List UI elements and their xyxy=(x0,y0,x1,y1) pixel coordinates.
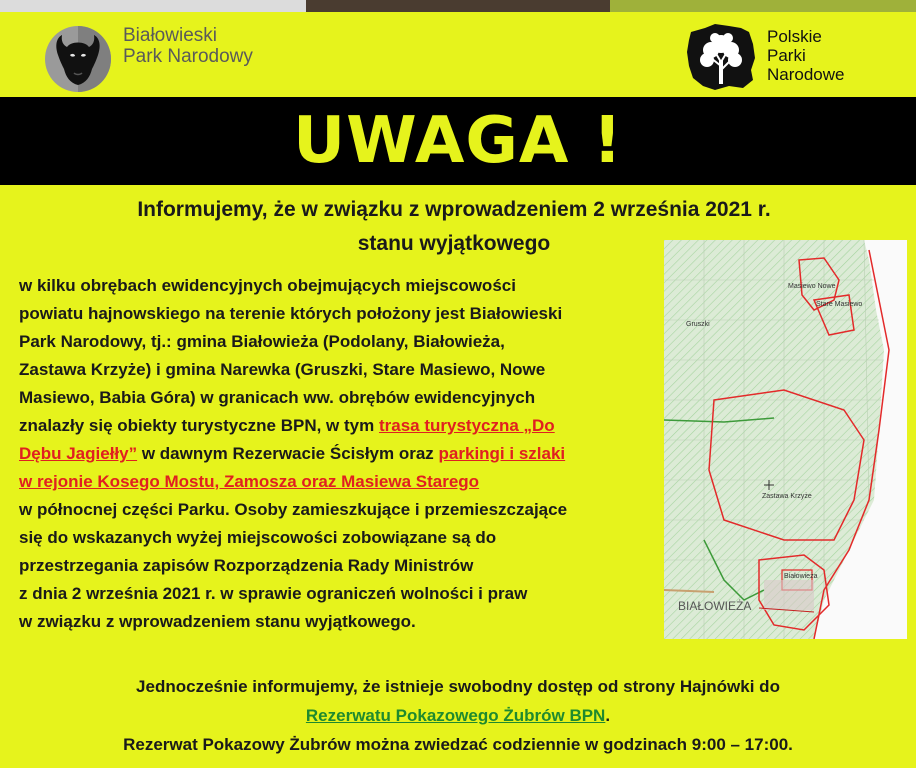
body-line: Masiewo, Babia Góra) w granicach ww. obrębów ewidencyjnych xyxy=(19,388,536,407)
restricted-area-map xyxy=(664,240,907,639)
bison-reserve-link[interactable]: Rezerwatu Pokazowego Żubrów BPN xyxy=(305,706,606,725)
body-line: w kilku obrębach ewidencyjnych obejmujących miejscowości xyxy=(19,276,516,295)
map-label-zastawa: Zastawa Krzyże xyxy=(762,493,812,500)
parking-link-part1[interactable]: parkingi i szlaki xyxy=(438,444,566,463)
intro-line-2: stanu wyjątkowego xyxy=(357,232,551,255)
top-color-bar xyxy=(0,0,916,12)
bpn-name xyxy=(123,25,253,67)
map-label-gruszki: Gruszki xyxy=(686,321,710,328)
trail-link-part1[interactable]: trasa turystyczna „Do xyxy=(378,416,555,435)
body-line: w północnej części Parku. Osoby zamieszkujące i przemieszczające xyxy=(19,500,568,519)
body-line xyxy=(19,468,659,496)
top-bar-segment-brown xyxy=(306,0,610,12)
map-label-masiewo-nowe: Masiewo Nowe xyxy=(788,283,836,290)
bpn-name-line2: Park Narodowy xyxy=(123,46,253,67)
body-line: Zastawa Krzyże) i gmina Narewka (Gruszki, Stare Masiewo, Nowe xyxy=(19,360,546,379)
footer-link-suffix: . xyxy=(605,706,611,725)
body-line: powiatu hajnowskiego na terenie których położony jest Białowieski xyxy=(19,304,563,323)
map-label-bialowieza-big: BIAŁOWIEŻA xyxy=(678,599,752,613)
ppn-name xyxy=(767,27,845,84)
map-label-stare-masiewo: Stare Masiewo xyxy=(816,301,863,308)
ppn-name-line3: Narodowe xyxy=(767,65,845,84)
bison-logo-icon xyxy=(44,25,112,93)
map-label-bialowieza-small: Białowieża xyxy=(784,573,818,580)
body-text-segment: w dawnym Rezerwacie Ścisłym oraz xyxy=(137,444,439,463)
body-line: z dnia 2 września 2021 r. w sprawie ograniczeń wolności i praw xyxy=(19,584,528,603)
body-line: się do wskazanych wyżej miejscowości zobowiązane są do xyxy=(19,528,497,547)
top-bar-segment-green xyxy=(610,0,916,12)
footer-line-2 xyxy=(0,701,916,730)
warning-banner xyxy=(0,97,916,185)
body-line xyxy=(19,412,659,440)
announcement-body xyxy=(19,272,659,636)
bpn-name-line1: Białowieski xyxy=(123,25,217,46)
warning-title: UWAGA ! xyxy=(293,104,623,178)
body-line xyxy=(19,440,659,468)
body-line: przestrzegania zapisów Rozporządzenia Rady Ministrów xyxy=(19,556,474,575)
footer-notice xyxy=(0,672,916,759)
ppn-name-line2: Parki xyxy=(767,46,806,65)
body-line: w związku z wprowadzeniem stanu wyjątkowego. xyxy=(19,612,416,631)
parking-link-part2[interactable]: w rejonie Kosego Mostu, Zamosza oraz Masiewa Starego xyxy=(19,472,480,491)
ppn-name-line1: Polskie xyxy=(767,27,822,46)
body-line: Park Narodowy, tj.: gmina Białowieża (Podolany, Białowieża, xyxy=(19,332,505,351)
footer-line-1: Jednocześnie informujemy, że istnieje swobodny dostęp od strony Hajnówki do xyxy=(136,677,780,696)
trail-link-part2[interactable]: Dębu Jagiełły” xyxy=(19,444,138,463)
poland-tree-logo-icon xyxy=(685,22,757,92)
body-text-segment: znalazły się obiekty turystyczne BPN, w tym xyxy=(19,416,379,435)
footer-line-3: Rezerwat Pokazowy Żubrów można zwiedzać codziennie w godzinach 9:00 – 17:00. xyxy=(123,735,793,754)
top-bar-segment-gray xyxy=(0,0,306,12)
intro-line-1: Informujemy, że w związku z wprowadzeniem 2 września 2021 r. xyxy=(137,198,771,221)
